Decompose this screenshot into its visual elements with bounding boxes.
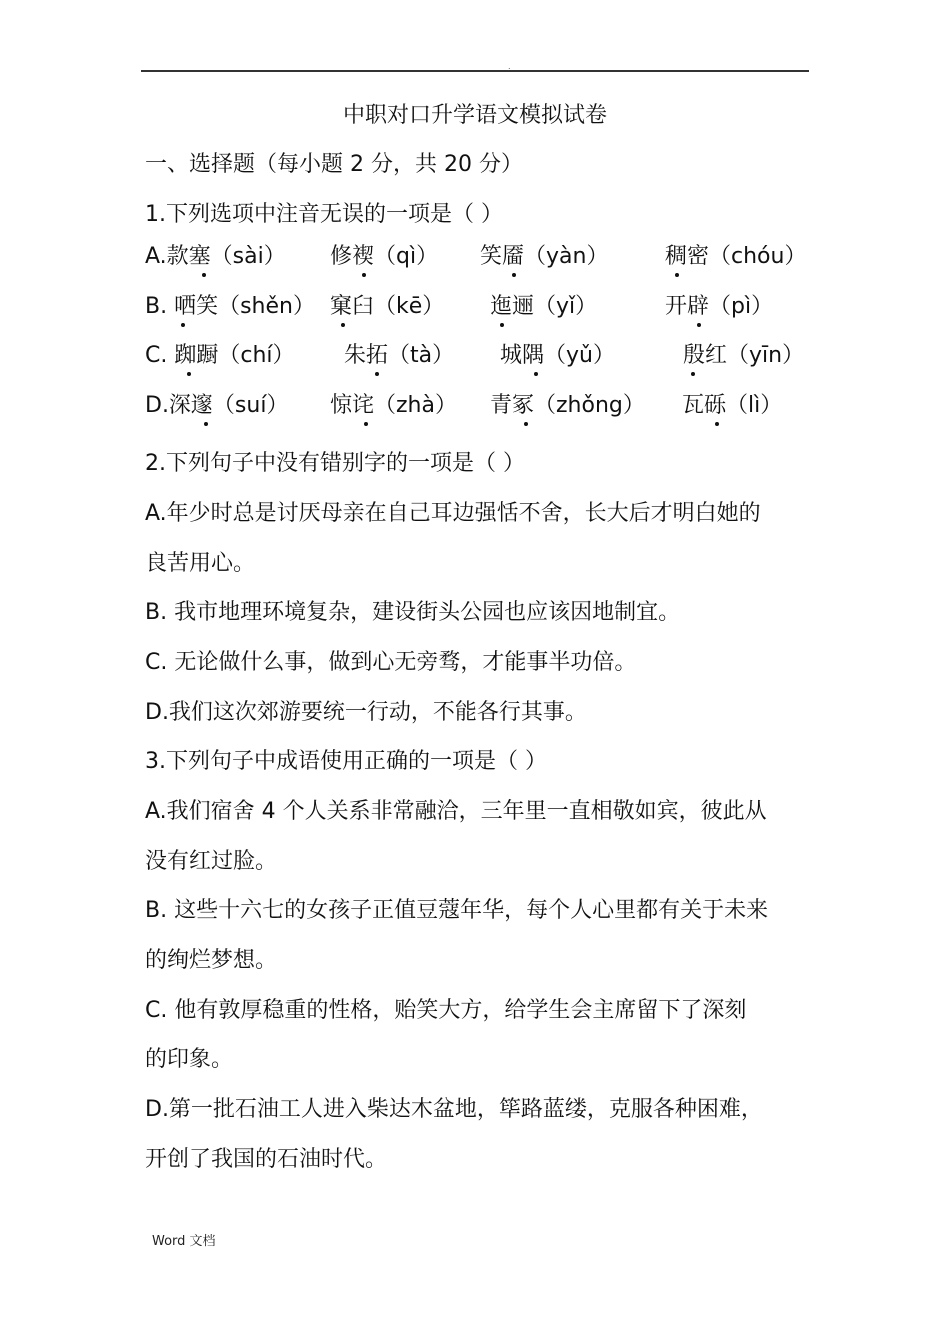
q1-option-b-2: 窠臼（kē）	[330, 294, 445, 319]
question-3-option-b: B. 这些十六七的女孩子正值豆蔻年华，每个人心里都有关于未来	[145, 898, 769, 923]
q1-option-a-3: 笑靥（yàn）	[480, 244, 609, 269]
question-2-option-a: A.年少时总是讨厌母亲在自己耳边强恬不舍，长大后才明白她的	[145, 501, 761, 526]
emphasis-dot	[375, 372, 379, 376]
q1-option-c-2: 朱拓（tà）	[344, 343, 455, 368]
q1-option-c-1: C. 踟蹰（chí）	[145, 343, 295, 368]
q1-option-d-2: 惊诧（zhà）	[330, 393, 457, 418]
emphasis-dot	[187, 372, 191, 376]
question-3-option-d-cont: 开创了我国的石油时代。	[145, 1147, 388, 1172]
emphasis-dot	[675, 273, 679, 277]
page-title: 中职对口升学语文模拟试卷	[342, 103, 607, 128]
q1-option-c-3: 城隅（yǔ）	[500, 343, 615, 368]
question-2-option-b: B. 我市地理环境复杂，建设街头公园也应该因地制宜。	[145, 600, 681, 625]
emphasis-dot	[341, 323, 345, 327]
q1-option-d-1: D.深邃（suí）	[145, 393, 289, 418]
q1-option-d-4: 瓦砾（lì）	[682, 393, 783, 418]
question-3-option-a: A.我们宿舍 4 个人关系非常融洽，三年里一直相敬如宾，彼此从	[145, 799, 767, 824]
question-1-stem: 1.下列选项中注音无误的一项是（ ）	[145, 202, 503, 227]
question-3-option-c: C. 他有敦厚稳重的性格，贻笑大方，给学生会主席留下了深刻	[145, 998, 747, 1023]
q1-option-b-1: B. 哂笑（shěn）	[145, 294, 315, 319]
emphasis-dot	[697, 323, 701, 327]
q1-option-a-2: 修褉（qì）	[330, 244, 439, 269]
q1-option-c-4: 殷红（yīn）	[683, 343, 805, 368]
question-3-option-c-cont: 的印象。	[145, 1047, 234, 1072]
emphasis-dot	[362, 273, 366, 277]
emphasis-dot	[691, 372, 695, 376]
emphasis-dot	[202, 273, 206, 277]
question-2-stem: 2.下列句子中没有错别字的一项是（ ）	[145, 451, 525, 476]
q1-option-a-1: A.款塞（sài）	[145, 244, 286, 269]
q1-option-d-3: 青冢（zhǒng）	[490, 393, 645, 418]
question-2-option-d: D.我们这次郊游要统一行动，不能各行其事。	[145, 700, 587, 725]
question-3-option-d: D.第一批石油工人进入柴达木盆地，筚路蓝缕，克服各种困难，	[145, 1097, 763, 1122]
q1-option-b-4: 开辟（pì）	[665, 294, 774, 319]
question-3-stem: 3.下列句子中成语使用正确的一项是（ ）	[145, 749, 547, 774]
q1-option-b-3: 迤逦（yǐ）	[490, 294, 598, 319]
emphasis-dot	[500, 323, 504, 327]
emphasis-dot	[534, 372, 538, 376]
emphasis-dot	[512, 273, 516, 277]
q1-option-a-4: 稠密（chóu）	[665, 244, 807, 269]
question-3-option-b-cont: 的绚烂梦想。	[145, 948, 278, 973]
header-mark: .	[508, 62, 511, 71]
question-3-option-a-cont: 没有红过脸。	[145, 849, 278, 874]
footer-label: Word 文档	[152, 1234, 216, 1249]
header-rule	[141, 70, 809, 72]
section-heading: 一、选择题（每小题 2 分，共 20 分）	[145, 152, 523, 177]
emphasis-dot	[181, 323, 185, 327]
emphasis-dot	[524, 422, 528, 426]
question-2-option-a-cont: 良苦用心。	[145, 551, 256, 576]
emphasis-dot	[204, 422, 208, 426]
emphasis-dot	[715, 422, 719, 426]
question-2-option-c: C. 无论做什么事，做到心无旁骛，才能事半功倍。	[145, 650, 637, 675]
emphasis-dot	[364, 422, 368, 426]
